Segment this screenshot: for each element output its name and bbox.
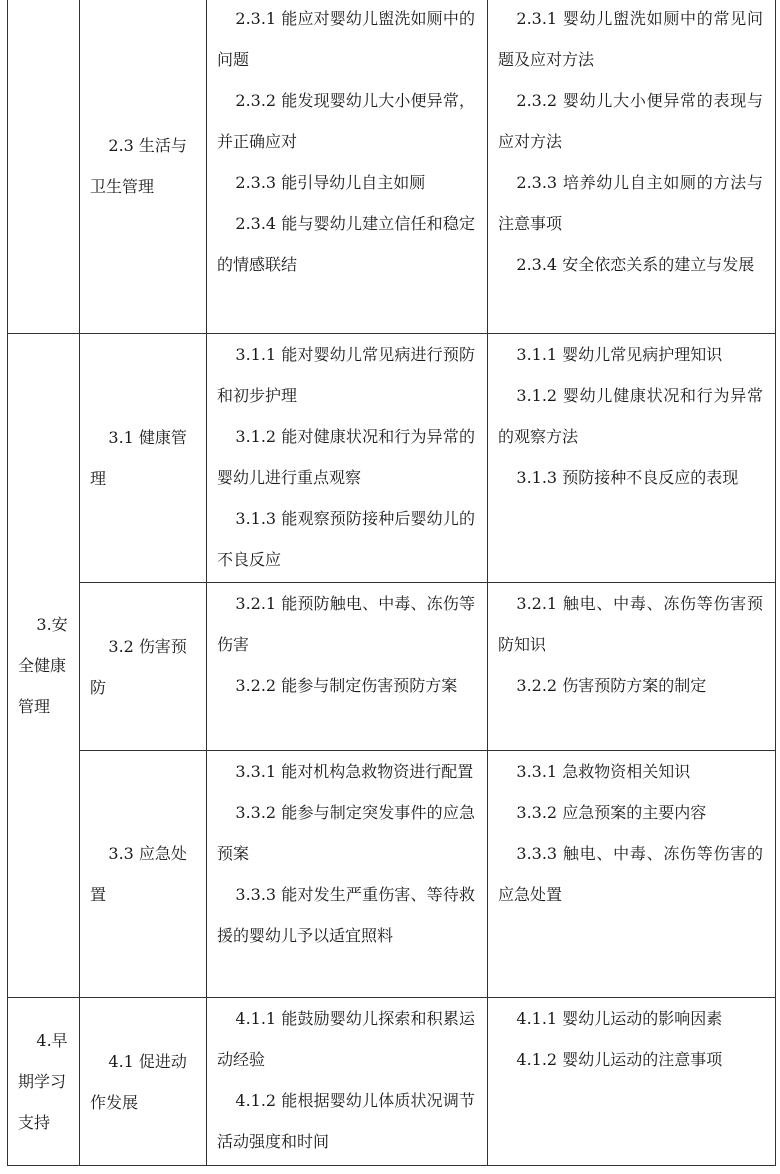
- skill-item: 3.1.1 能对婴幼儿常见病进行预防和初步护理: [217, 345, 475, 405]
- knowledge-item: 2.3.4 安全依恋关系的建立与发展: [516, 255, 755, 274]
- skills-cell: [207, 998, 488, 1166]
- skills-cell: [207, 0, 488, 334]
- unit-cell: 4.1 促进动作发展: [80, 998, 207, 1166]
- skills-cell: [207, 751, 488, 998]
- skills-cell: [207, 334, 488, 583]
- skill-item: 3.3.2 能参与制定突发事件的应急预案: [217, 803, 475, 863]
- knowledge-item: 3.3.2 应急预案的主要内容: [516, 803, 707, 822]
- knowledge-item: 2.3.2 婴幼儿大小便异常的表现与应对方法: [498, 91, 763, 151]
- skill-item: 4.1.2 能根据婴幼儿体质状况调节活动强度和时间: [217, 1091, 475, 1151]
- domain-cell: 3.安全健康管理: [8, 334, 80, 998]
- skill-item: 3.3.1 能对机构急救物资进行配置: [235, 762, 474, 781]
- skill-item: 4.1.1 能鼓励婴幼儿探索和积累运动经验: [217, 1009, 475, 1069]
- table-row: [8, 751, 776, 998]
- knowledge-cell: [488, 998, 776, 1166]
- table-row: [8, 583, 776, 751]
- skill-item: 3.1.3 能观察预防接种后婴幼儿的不良反应: [217, 509, 475, 569]
- unit-cell: 2.3 生活与卫生管理: [80, 0, 207, 334]
- knowledge-cell: [488, 583, 776, 751]
- skill-item: 2.3.1 能应对婴幼儿盥洗如厕中的问题: [217, 9, 475, 69]
- knowledge-item: 4.1.1 婴幼儿运动的影响因素: [516, 1009, 723, 1028]
- table-row: [8, 334, 776, 583]
- knowledge-item: 3.2.1 触电、中毒、冻伤等伤害预防知识: [498, 594, 763, 654]
- standards-table: [7, 0, 776, 1166]
- knowledge-item: 4.1.2 婴幼儿运动的注意事项: [516, 1050, 723, 1069]
- skill-item: 3.1.2 能对健康状况和行为异常的婴幼儿进行重点观察: [217, 427, 475, 487]
- knowledge-item: 3.3.3 触电、中毒、冻伤等伤害的应急处置: [498, 844, 763, 904]
- skill-item: 2.3.3 能引导幼儿自主如厕: [235, 173, 426, 192]
- skills-cell: [207, 583, 488, 751]
- domain-cell: [8, 0, 80, 334]
- table-row: [8, 0, 776, 334]
- knowledge-item: 3.1.3 预防接种不良反应的表现: [516, 468, 739, 487]
- unit-cell: 3.1 健康管理: [80, 334, 207, 583]
- knowledge-item: 2.3.3 培养幼儿自主如厕的方法与注意事项: [498, 173, 763, 233]
- skill-item: 3.2.1 能预防触电、中毒、冻伤等伤害: [217, 594, 475, 654]
- skill-item: 2.3.2 能发现婴幼儿大小便异常，并正确应对: [217, 91, 475, 151]
- skill-item: 2.3.4 能与婴幼儿建立信任和稳定的情感联结: [217, 214, 475, 274]
- knowledge-cell: [488, 751, 776, 998]
- knowledge-item: 2.3.1 婴幼儿盥洗如厕中的常见问题及应对方法: [498, 9, 763, 69]
- domain-cell: 4.早期学习支持: [8, 998, 80, 1166]
- knowledge-item: 3.1.1 婴幼儿常见病护理知识: [516, 345, 723, 364]
- knowledge-item: 3.1.2 婴幼儿健康状况和行为异常的观察方法: [498, 386, 763, 446]
- table-row: [8, 998, 776, 1166]
- skill-item: 3.3.3 能对发生严重伤害、等待救援的婴幼儿予以适宜照料: [217, 885, 475, 945]
- knowledge-cell: [488, 0, 776, 334]
- knowledge-item: 3.3.1 急救物资相关知识: [516, 762, 691, 781]
- skill-item: 3.2.2 能参与制定伤害预防方案: [235, 676, 458, 695]
- knowledge-item: 3.2.2 伤害预防方案的制定: [516, 676, 707, 695]
- unit-cell: 3.3 应急处置: [80, 751, 207, 998]
- knowledge-cell: [488, 334, 776, 583]
- unit-cell: 3.2 伤害预防: [80, 583, 207, 751]
